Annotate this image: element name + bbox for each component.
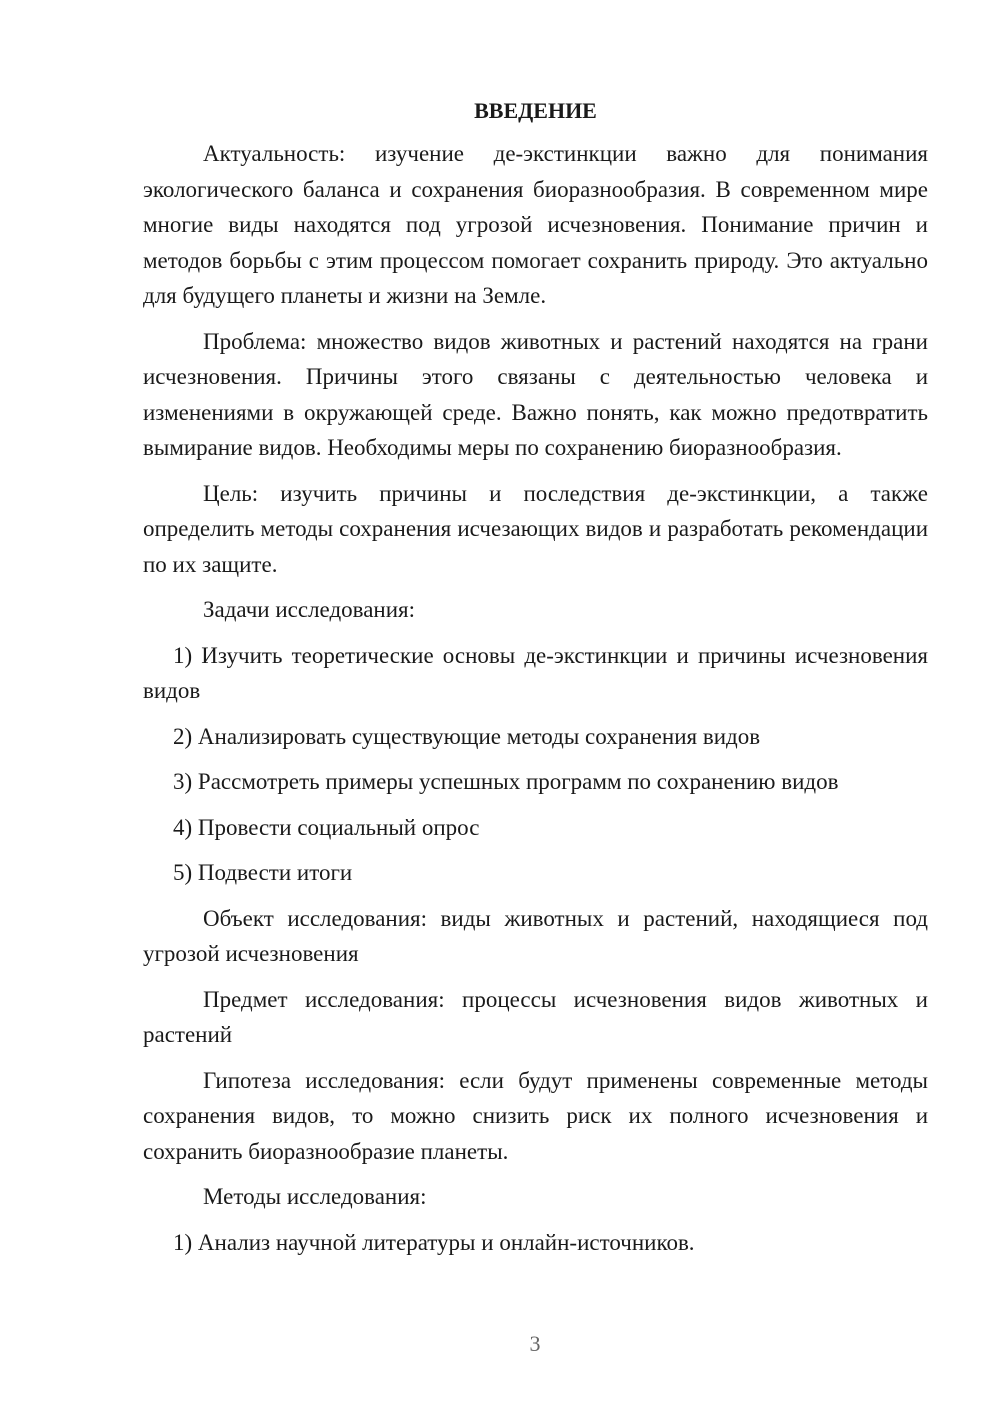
page-title: ВВЕДЕНИЕ — [474, 98, 597, 123]
subject-paragraph: Предмет исследования: процессы исчезновения видов животных и растений — [143, 986, 928, 1047]
task-item: 1) Изучить теоретические основы де-экстинкции и причины исчезновения видов — [143, 642, 928, 703]
method-item: 1) Анализ научной литературы и онлайн-источников. — [173, 1229, 695, 1255]
relevance-paragraph: Актуальность: изучение де-экстинкции важно для понимания экологического баланса и сохранения биоразнообразия. В современном мире многие виды находятся под угрозой исчезновения. Понимание причин и методов борьбы с этим процессом помогает сохранить природу. Это актуально для будущего планеты и жизни на Земле. — [143, 141, 928, 308]
task-item: 5) Подвести итоги — [173, 860, 353, 885]
object-paragraph: Объект исследования: виды животных и растений, находящиеся под угрозой исчезновения — [143, 905, 928, 966]
hypothesis-paragraph: Гипотеза исследования: если будут применены современные методы сохранения видов, то можно снизить риск их полного исчезновения и сохранить биоразнообразие планеты. — [143, 1067, 928, 1164]
page-content — [143, 96, 928, 1270]
goal-paragraph: Цель: изучить причины и последствия де-экстинкции, а также определить методы сохранения исчезающих видов и разработать рекомендации по их защите. — [143, 480, 928, 577]
tasks-heading: Задачи исследования: — [203, 597, 416, 622]
task-item: 2) Анализировать существующие методы сохранения видов — [173, 723, 761, 749]
task-item: 4) Провести социальный опрос — [173, 814, 480, 840]
problem-paragraph: Проблема: множество видов животных и растений находятся на грани исчезновения. Причины этого связаны с деятельностью человека и изменениями в окружающей среде. Важно понять, как можно предотвратить вымирание видов. Необходимы меры по сохранению биоразнообразия. — [143, 328, 928, 460]
task-item: 3) Рассмотреть примеры успешных программ по сохранению видов — [173, 769, 839, 794]
methods-heading: Методы исследования: — [203, 1184, 427, 1209]
page-number: 3 — [529, 1331, 541, 1356]
